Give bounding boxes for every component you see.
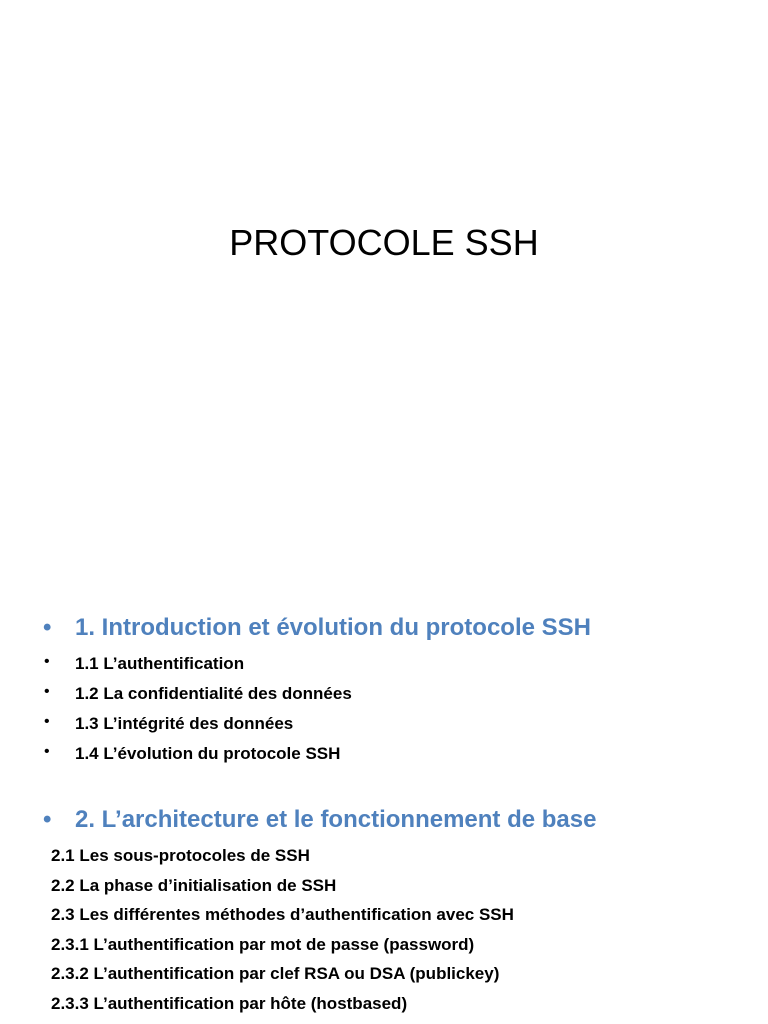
section-1 xyxy=(0,612,768,768)
list-item xyxy=(0,870,768,900)
section-1-heading xyxy=(0,612,768,648)
list-item xyxy=(0,738,768,768)
section-1-heading-text: 1. Introduction et évolution du protocole SSH xyxy=(75,614,591,641)
section-2-heading-text: 2. L’architecture et le fonctionnement de base xyxy=(75,806,597,833)
list-item-text: 2.1 Les sous-protocoles de SSH xyxy=(51,846,310,865)
list-item-text: 2.3.3 L’authentification par hôte (hostbased) xyxy=(51,993,408,1013)
list-item xyxy=(0,988,768,1018)
list-item-text: 1.3 L’intégrité des données xyxy=(75,714,294,733)
list-item-text: 1.1 L’authentification xyxy=(75,654,245,673)
list-item-text: 2.3.2 L’authentification par clef RSA ou DSA (publickey) xyxy=(51,964,500,984)
list-item xyxy=(0,929,768,959)
list-item xyxy=(0,678,768,708)
bullet-icon: • xyxy=(43,806,52,833)
page-title: PROTOCOLE SSH xyxy=(229,222,539,263)
bullet-icon: • xyxy=(44,743,50,760)
bullet-icon: • xyxy=(44,713,50,730)
list-item xyxy=(0,840,768,870)
list-item-text: 2.2 La phase d’initialisation de SSH xyxy=(51,875,337,895)
list-item xyxy=(0,648,768,678)
list-item xyxy=(0,958,768,988)
list-item-text: 2.3 Les différentes méthodes d’authentification avec SSH xyxy=(51,905,514,925)
bullet-icon: • xyxy=(43,614,52,641)
list-item-text: 2.3.1 L’authentification par mot de passe (password) xyxy=(51,934,475,954)
list-item xyxy=(0,899,768,929)
list-item-text: 1.2 La confidentialité des données xyxy=(75,684,352,703)
bullet-icon: • xyxy=(44,653,50,670)
list-item xyxy=(0,708,768,738)
section-2-heading xyxy=(0,804,768,840)
section-2 xyxy=(0,804,768,1018)
bullet-icon: • xyxy=(44,683,50,700)
list-item-text: 1.4 L’évolution du protocole SSH xyxy=(75,744,341,763)
